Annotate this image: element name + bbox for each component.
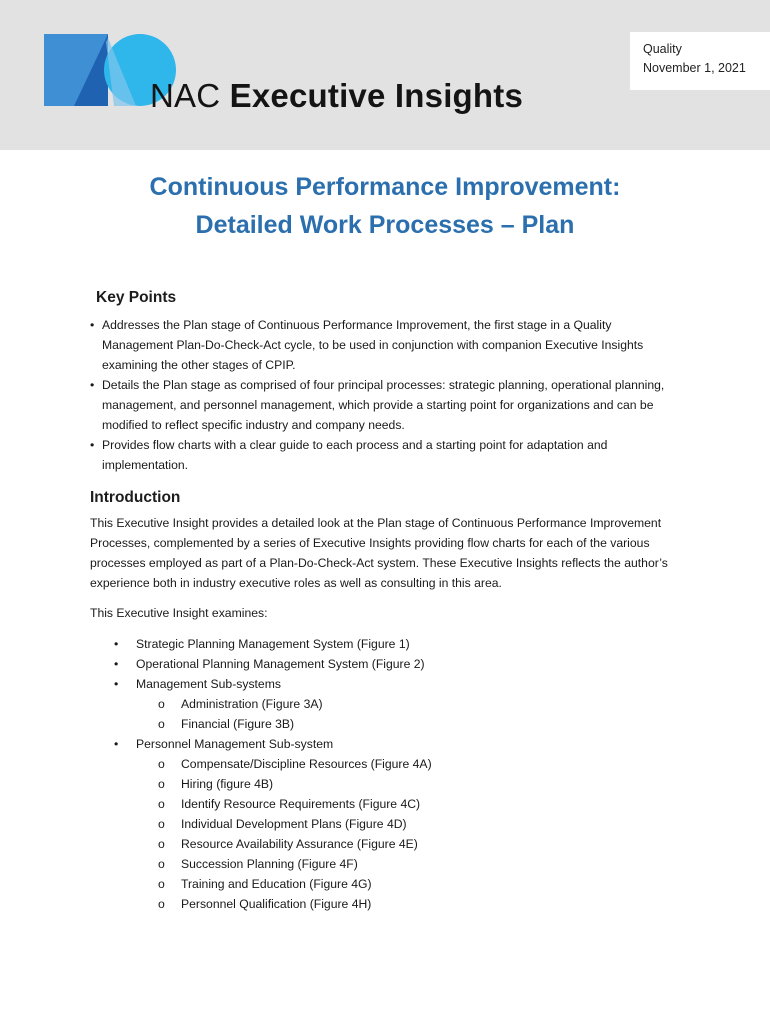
list-item [90, 794, 690, 814]
list-item-text: Personnel Management Sub-system [136, 737, 334, 751]
brand-prefix: NAC [150, 77, 221, 114]
category-label: Quality [643, 42, 682, 56]
sub-bullet-icon: o [158, 897, 165, 911]
list-item [90, 774, 690, 794]
bullet-icon: • [90, 378, 95, 392]
brand-name [150, 76, 523, 116]
list-item [90, 834, 690, 854]
key-point-text: Provides flow charts with a clear guide to each process and a starting point for adaptation and implementation. [102, 438, 608, 472]
page-header [0, 0, 770, 150]
bullet-icon: • [90, 438, 95, 452]
sub-bullet-icon: o [158, 697, 165, 711]
publish-date: November 1, 2021 [643, 61, 746, 75]
sub-bullet-icon: o [158, 717, 165, 731]
sub-bullet-icon: o [158, 757, 165, 771]
list-item-text: Hiring (figure 4B) [181, 777, 274, 791]
list-item [90, 634, 690, 654]
introduction-paragraph: This Executive Insight provides a detailed look at the Plan stage of Continuous Performance Improvement Processes, complemented by a series of Executive Insights providing flow charts for each of the various processes employed as part of a Plan-Do-Check-Act system. These Executive Insights reflects the author’s experience both in industry executive roles as well as consulting in this area. [90, 516, 668, 590]
list-item [90, 435, 680, 475]
list-item-text: Personnel Qualification (Figure 4H) [181, 897, 372, 911]
list-item-text: Training and Education (Figure 4G) [181, 877, 372, 891]
key-point-text: Addresses the Plan stage of Continuous Performance Improvement, the first stage in a Quality Management Plan-Do-Check-Act cycle, to be used in conjunction with companion Executive Insights examining the other stages of CPIP. [102, 318, 644, 372]
list-item [90, 714, 690, 734]
list-item [90, 874, 690, 894]
list-item [90, 654, 690, 674]
list-item [90, 375, 680, 435]
list-item-text: Administration (Figure 3A) [181, 697, 323, 711]
list-item-text: Financial (Figure 3B) [181, 717, 295, 731]
list-item [90, 315, 680, 375]
list-item-text: Management Sub-systems [136, 677, 281, 691]
sub-bullet-icon: o [158, 857, 165, 871]
list-item [90, 674, 690, 694]
list-item [90, 854, 690, 874]
sub-bullet-icon: o [158, 777, 165, 791]
brand-rest: Executive Insights [220, 77, 524, 114]
bullet-icon: • [114, 657, 119, 671]
introduction-heading: Introduction [90, 489, 181, 506]
key-points-heading: Key Points [96, 289, 177, 306]
bullet-icon: • [114, 737, 119, 751]
list-item-text: Operational Planning Management System (Figure 2) [136, 657, 425, 671]
key-point-text: Details the Plan stage as comprised of four principal processes: strategic planning, operational planning, management, and personnel management, which provide a starting point for organizations and can be modified to reflect specific industry and company needs. [102, 378, 665, 432]
list-item [90, 734, 690, 754]
list-item [90, 694, 690, 714]
list-item-text: Individual Development Plans (Figure 4D) [181, 817, 407, 831]
sub-bullet-icon: o [158, 817, 165, 831]
key-points-list [90, 315, 680, 475]
bullet-icon: • [114, 637, 119, 651]
title-line-2: Detailed Work Processes – Plan [195, 211, 575, 239]
sub-bullet-icon: o [158, 877, 165, 891]
sub-bullet-icon: o [158, 837, 165, 851]
list-item [90, 814, 690, 834]
list-item [90, 754, 690, 774]
list-item-text: Resource Availability Assurance (Figure 4E) [181, 837, 418, 851]
list-item-text: Compensate/Discipline Resources (Figure 4A) [181, 757, 432, 771]
bullet-icon: • [90, 318, 95, 332]
page-title [0, 168, 770, 244]
title-line-1: Continuous Performance Improvement: [149, 173, 621, 201]
examines-list [90, 634, 690, 914]
sub-bullet-icon: o [158, 797, 165, 811]
list-item [90, 894, 690, 914]
examines-line: This Executive Insight examines: [90, 606, 268, 620]
meta-box [630, 32, 770, 90]
list-item-text: Identify Resource Requirements (Figure 4C) [181, 797, 421, 811]
bullet-icon: • [114, 677, 119, 691]
list-item-text: Succession Planning (Figure 4F) [181, 857, 358, 871]
list-item-text: Strategic Planning Management System (Figure 1) [136, 637, 410, 651]
